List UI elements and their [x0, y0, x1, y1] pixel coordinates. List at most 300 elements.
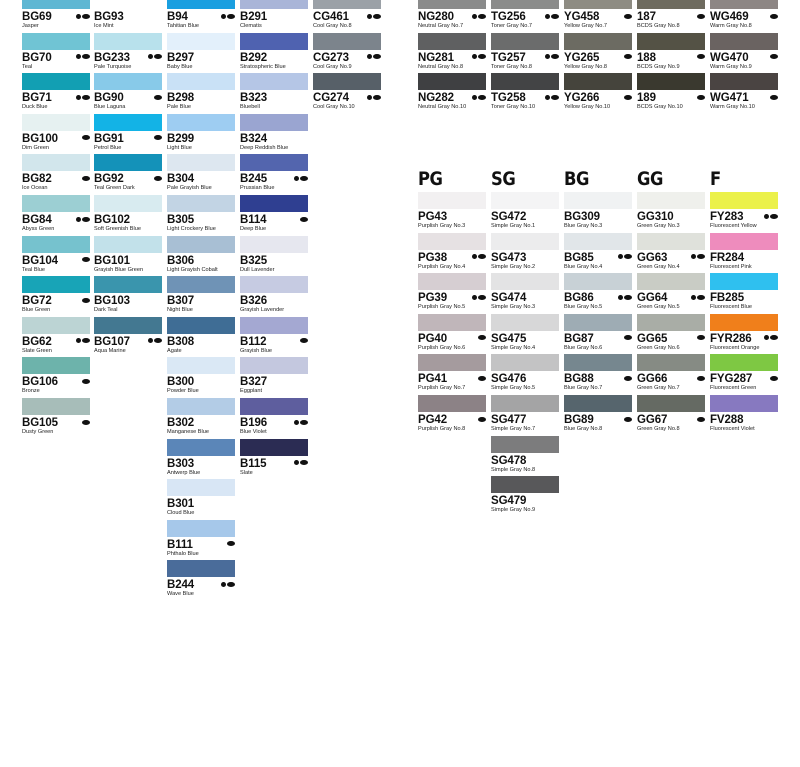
swatch-code: YG458	[564, 11, 600, 23]
swatch-cell	[22, 236, 90, 276]
fine-nib-icon	[221, 582, 226, 587]
color-swatch	[313, 0, 381, 9]
fine-nib-icon	[618, 254, 623, 259]
brush-nib-icon	[82, 338, 90, 343]
swatch-cell	[491, 314, 559, 354]
swatch-cell	[564, 354, 632, 394]
nib-icons	[472, 294, 486, 300]
color-swatch	[637, 273, 705, 290]
swatch-cell	[418, 192, 486, 232]
swatch-name: Toner Gray No.8	[491, 63, 533, 70]
swatch-code: BG90	[94, 92, 124, 105]
brush-nib-icon	[154, 338, 162, 343]
fine-nib-icon	[148, 338, 153, 343]
swatch-cell	[710, 314, 778, 354]
color-swatch	[240, 276, 308, 293]
swatch-name: Fluorescent Violet	[710, 426, 755, 432]
swatch-cell	[22, 0, 90, 32]
color-swatch	[564, 192, 632, 209]
swatch-code: B302	[167, 417, 195, 429]
swatch-cell	[94, 195, 162, 235]
swatch-cell	[313, 0, 381, 32]
brush-nib-icon	[154, 95, 162, 100]
swatch-cell	[491, 73, 559, 113]
fine-nib-icon	[472, 95, 477, 100]
nib-icons	[770, 375, 778, 381]
swatch-code: BG101	[94, 254, 130, 267]
color-swatch	[710, 33, 778, 50]
swatch-name: Teal Green Dark	[94, 185, 135, 192]
brush-nib-icon	[300, 176, 308, 181]
header-bg: BG	[564, 168, 590, 190]
fine-nib-icon	[545, 95, 550, 100]
swatch-name: Simple Gray No.3	[491, 304, 536, 311]
swatch-name: Stratospheric Blue	[240, 63, 286, 70]
swatch-code: B291	[240, 11, 268, 23]
swatch-name: Cool Gray No.9	[313, 63, 352, 70]
brush-nib-icon	[770, 376, 778, 381]
swatch-cell	[240, 236, 308, 276]
color-swatch	[710, 354, 778, 371]
brush-nib-icon	[82, 217, 90, 222]
swatch-name: Toner Gray No.10	[491, 104, 536, 111]
nib-icons	[82, 257, 90, 263]
fine-nib-icon	[367, 14, 372, 19]
swatch-code: TG257	[491, 51, 526, 64]
swatch-name: Neutral Gray No.10	[418, 104, 467, 111]
color-swatch	[240, 317, 308, 334]
swatch-cell	[564, 33, 632, 73]
swatch-code: B245	[240, 173, 268, 186]
color-swatch	[22, 398, 90, 415]
swatch-code: B304	[167, 173, 195, 186]
swatch-code: FY283	[710, 211, 744, 223]
color-swatch	[167, 479, 235, 496]
swatch-name: Dull Lavender	[240, 266, 275, 273]
swatch-code: SG476	[491, 373, 527, 386]
swatch-name: Cloud Blue	[167, 510, 195, 517]
color-swatch	[240, 33, 308, 50]
swatch-code: B297	[167, 51, 195, 64]
swatch-name: Wave Blue	[167, 591, 194, 598]
swatch-code: GG64	[637, 292, 668, 305]
swatch-code: BG82	[22, 173, 52, 186]
swatch-name: Blue Violet	[240, 429, 267, 435]
swatch-cell	[313, 73, 381, 113]
swatch-name: Blue Gray No.5	[564, 304, 603, 311]
nib-icons	[697, 416, 705, 422]
brush-nib-icon	[478, 14, 486, 19]
swatch-name: Pale Grayish Blue	[167, 185, 212, 192]
brush-nib-icon	[227, 582, 235, 587]
color-swatch	[564, 33, 632, 50]
nib-icons	[472, 13, 486, 19]
swatch-code: 187	[637, 11, 656, 23]
fine-nib-icon	[472, 14, 477, 19]
color-swatch	[167, 195, 235, 212]
nib-icons	[154, 94, 162, 100]
nib-icons	[478, 335, 486, 341]
fine-nib-icon	[294, 460, 299, 465]
swatch-name: Blue Gray No.4	[564, 263, 603, 270]
swatch-cell	[491, 192, 559, 232]
brush-nib-icon	[300, 338, 308, 343]
swatch-name: Soft Greenish Blue	[94, 226, 141, 232]
swatch-name: Green Gray No.4	[637, 263, 680, 270]
brush-nib-icon	[373, 54, 381, 59]
swatch-cell	[167, 33, 235, 73]
nib-icons	[691, 294, 705, 300]
color-swatch	[637, 395, 705, 412]
swatch-code: PG39	[418, 292, 448, 305]
color-swatch	[637, 314, 705, 331]
nib-icons	[697, 94, 705, 100]
nib-icons	[294, 419, 308, 425]
color-swatch	[637, 73, 705, 90]
swatch-name: Pale Turquoise	[94, 63, 132, 70]
color-swatch	[491, 273, 559, 290]
brush-nib-icon	[624, 54, 632, 59]
color-swatch	[491, 192, 559, 209]
swatch-code: SG479	[491, 495, 527, 508]
swatch-name: Simple Gray No.5	[491, 385, 536, 392]
brush-nib-icon	[697, 95, 705, 100]
swatch-cell	[167, 317, 235, 357]
swatch-name: Green Gray No.5	[637, 304, 680, 311]
nib-icons	[82, 297, 90, 303]
fine-nib-icon	[221, 14, 226, 19]
swatch-cell	[710, 395, 778, 435]
swatch-name: Aqua Marine	[94, 347, 126, 354]
swatch-name: Yellow Gray No.7	[564, 23, 608, 29]
nib-icons	[227, 541, 235, 547]
color-swatch	[710, 73, 778, 90]
color-swatch	[637, 33, 705, 50]
fine-nib-icon	[764, 214, 769, 219]
nib-icons	[624, 94, 632, 100]
swatch-cell	[418, 233, 486, 273]
color-swatch	[167, 317, 235, 334]
color-swatch	[418, 273, 486, 290]
color-swatch	[491, 33, 559, 50]
swatch-name: Neutral Gray No.8	[418, 63, 464, 70]
swatch-code: B94	[167, 11, 188, 23]
color-swatch	[564, 354, 632, 371]
swatch-cell	[167, 398, 235, 438]
swatch-name: Cool Gray No.10	[313, 104, 355, 111]
swatch-cell	[167, 439, 235, 479]
swatch-code: 189	[637, 92, 656, 105]
brush-nib-icon	[624, 254, 632, 259]
swatch-name: Simple Gray No.9	[491, 507, 536, 514]
nib-icons	[76, 216, 90, 222]
color-swatch	[710, 273, 778, 290]
swatch-cell	[564, 314, 632, 354]
swatch-name: Phthalo Blue	[167, 550, 199, 557]
color-swatch	[167, 0, 235, 9]
swatch-cell	[167, 520, 235, 560]
color-swatch	[240, 357, 308, 374]
swatch-code: BG92	[94, 173, 124, 186]
fine-nib-icon	[545, 54, 550, 59]
fine-nib-icon	[148, 54, 153, 59]
color-swatch	[418, 395, 486, 412]
color-swatch	[94, 195, 162, 212]
swatch-code: BG91	[94, 132, 124, 145]
nib-icons	[545, 54, 559, 60]
swatch-name: Purplish Gray No.7	[418, 385, 466, 392]
color-swatch	[564, 0, 632, 9]
swatch-cell	[418, 273, 486, 313]
color-swatch	[22, 357, 90, 374]
nib-icons	[697, 335, 705, 341]
swatch-cell	[22, 398, 90, 438]
swatch-code: B301	[167, 498, 195, 511]
swatch-code: B306	[167, 254, 195, 267]
fine-nib-icon	[294, 420, 299, 425]
nib-icons	[764, 335, 778, 341]
swatch-code: PG42	[418, 414, 448, 426]
fine-nib-icon	[691, 295, 696, 300]
swatch-name: Teal	[22, 63, 33, 70]
swatch-cell	[710, 233, 778, 273]
color-swatch	[491, 314, 559, 331]
swatch-code: WG469	[710, 11, 749, 23]
swatch-cell	[418, 395, 486, 435]
color-swatch	[167, 560, 235, 577]
header-gg: GG	[637, 168, 663, 190]
swatch-name: Clematis	[240, 23, 262, 29]
brush-nib-icon	[770, 214, 778, 219]
swatch-cell	[710, 73, 778, 113]
swatch-cell	[491, 476, 559, 516]
nib-icons	[148, 338, 162, 344]
swatch-cell	[240, 398, 308, 438]
nib-icons	[691, 254, 705, 260]
swatch-cell	[418, 33, 486, 73]
swatch-code: FYG287	[710, 373, 753, 386]
nib-icons	[478, 416, 486, 422]
swatch-name: Petrol Blue	[94, 144, 122, 151]
brush-nib-icon	[478, 417, 486, 422]
color-swatch	[240, 236, 308, 253]
nib-icons	[76, 54, 90, 60]
nib-icons	[221, 581, 235, 587]
swatch-name: Fluorescent Yellow	[710, 223, 757, 229]
fine-nib-icon	[76, 217, 81, 222]
brush-nib-icon	[82, 257, 90, 262]
brush-nib-icon	[624, 295, 632, 300]
nib-icons	[478, 375, 486, 381]
fine-nib-icon	[76, 338, 81, 343]
nib-icons	[294, 175, 308, 181]
swatch-code: FYR286	[710, 332, 752, 345]
swatch-code: BG88	[564, 373, 594, 386]
swatch-cell	[94, 276, 162, 316]
color-swatch	[167, 73, 235, 90]
swatch-cell	[564, 0, 632, 32]
swatch-code: SG474	[491, 292, 527, 305]
brush-nib-icon	[300, 420, 308, 425]
fine-nib-icon	[472, 254, 477, 259]
color-swatch	[167, 520, 235, 537]
nib-icons	[618, 254, 632, 260]
swatch-code: B307	[167, 295, 195, 308]
swatch-code: CG273	[313, 51, 349, 64]
swatch-name: Abyss Green	[22, 226, 55, 232]
color-swatch	[22, 0, 90, 9]
swatch-cell	[22, 317, 90, 357]
swatch-name: Blue Gray No.7	[564, 385, 603, 392]
fine-nib-icon	[294, 176, 299, 181]
color-swatch	[313, 73, 381, 90]
swatch-code: B112	[240, 335, 267, 348]
swatch-cell	[637, 314, 705, 354]
swatch-name: Manganese Blue	[167, 429, 209, 435]
swatch-cell	[167, 114, 235, 154]
color-swatch	[22, 195, 90, 212]
swatch-name: Simple Gray No.8	[491, 466, 536, 473]
brush-nib-icon	[770, 335, 778, 340]
color-swatch	[564, 73, 632, 90]
color-swatch	[94, 73, 162, 90]
swatch-name: Baby Blue	[167, 63, 193, 70]
nib-icons	[82, 378, 90, 384]
color-swatch	[94, 33, 162, 50]
swatch-name: Tahitian Blue	[167, 23, 200, 29]
swatch-cell	[564, 233, 632, 273]
swatch-code: YG265	[564, 51, 600, 64]
swatch-cell	[94, 317, 162, 357]
swatch-name: BCDS Gray No.9	[637, 63, 680, 70]
swatch-cell	[710, 192, 778, 232]
nib-icons	[770, 54, 778, 60]
swatch-code: B308	[167, 335, 195, 348]
swatch-cell	[22, 114, 90, 154]
swatch-name: Light Crockery Blue	[167, 226, 216, 232]
swatch-cell	[167, 236, 235, 276]
swatch-cell	[491, 273, 559, 313]
nib-icons	[82, 419, 90, 425]
fine-nib-icon	[691, 254, 696, 259]
swatch-cell	[564, 273, 632, 313]
brush-nib-icon	[82, 379, 90, 384]
brush-nib-icon	[300, 460, 308, 465]
swatch-name: Grayish Lavender	[240, 307, 285, 314]
color-swatch	[491, 0, 559, 9]
swatch-name: Duck Blue	[22, 104, 48, 111]
brush-nib-icon	[478, 54, 486, 59]
swatch-cell	[637, 233, 705, 273]
brush-nib-icon	[300, 217, 308, 222]
swatch-name: Prussian Blue	[240, 185, 275, 192]
swatch-cell	[710, 33, 778, 73]
brush-nib-icon	[770, 95, 778, 100]
color-swatch	[418, 73, 486, 90]
brush-nib-icon	[82, 95, 90, 100]
swatch-name: Teal Blue	[22, 266, 46, 273]
swatch-code: SG472	[491, 211, 527, 223]
swatch-name: Blue Gray No.3	[564, 223, 603, 229]
brush-nib-icon	[154, 54, 162, 59]
color-swatch	[637, 0, 705, 9]
swatch-name: Simple Gray No.1	[491, 223, 536, 229]
nib-icons	[154, 175, 162, 181]
brush-nib-icon	[82, 54, 90, 59]
swatch-cell	[637, 273, 705, 313]
swatch-code: WG470	[710, 51, 749, 64]
swatch-cell	[22, 195, 90, 235]
swatch-code: B324	[240, 132, 268, 145]
swatch-cell	[637, 73, 705, 113]
swatch-cell	[637, 354, 705, 394]
swatch-code: BG71	[22, 92, 52, 105]
color-swatch	[94, 154, 162, 171]
color-swatch	[167, 398, 235, 415]
swatch-name: Yellow Gray No.8	[564, 63, 608, 70]
swatch-name: BCDS Gray No.8	[637, 23, 680, 29]
swatch-code: GG67	[637, 414, 668, 426]
brush-nib-icon	[82, 135, 90, 140]
color-swatch	[418, 33, 486, 50]
color-swatch	[22, 236, 90, 253]
swatch-cell	[167, 276, 235, 316]
swatch-code: B298	[167, 92, 195, 105]
swatch-code: GG63	[637, 251, 668, 264]
swatch-name: Fluorescent Blue	[710, 304, 752, 311]
swatch-cell	[637, 33, 705, 73]
swatch-code: BG70	[22, 51, 52, 64]
swatch-cell	[240, 276, 308, 316]
swatch-code: B292	[240, 51, 268, 64]
color-swatch	[22, 114, 90, 131]
swatch-code: B300	[167, 376, 195, 389]
swatch-name: Dusty Green	[22, 429, 54, 435]
nib-icons	[545, 94, 559, 100]
swatch-name: Powder Blue	[167, 388, 199, 395]
swatch-name: Purplish Gray No.3	[418, 223, 466, 229]
swatch-name: Green Gray No.8	[637, 426, 680, 432]
nib-icons	[624, 13, 632, 19]
fine-nib-icon	[76, 54, 81, 59]
color-swatch	[637, 354, 705, 371]
color-swatch	[637, 233, 705, 250]
fine-nib-icon	[618, 295, 623, 300]
swatch-code: BG93	[94, 11, 124, 23]
color-swatch	[22, 73, 90, 90]
color-swatch	[564, 395, 632, 412]
color-swatch	[637, 192, 705, 209]
swatch-cell	[22, 357, 90, 397]
swatch-code: BG309	[564, 211, 600, 223]
nib-icons	[367, 94, 381, 100]
swatch-name: Cool Gray No.8	[313, 23, 352, 29]
swatch-name: Deep Blue	[240, 226, 267, 232]
swatch-code: SG475	[491, 332, 527, 345]
swatch-cell	[22, 276, 90, 316]
brush-nib-icon	[624, 335, 632, 340]
brush-nib-icon	[551, 54, 559, 59]
nib-icons	[545, 13, 559, 19]
color-swatch	[564, 233, 632, 250]
swatch-code: B305	[167, 214, 195, 226]
fine-nib-icon	[367, 95, 372, 100]
brush-nib-icon	[373, 95, 381, 100]
swatch-name: Purplish Gray No.8	[418, 426, 466, 432]
color-swatch	[491, 395, 559, 412]
swatch-code: BG233	[94, 51, 130, 64]
fine-nib-icon	[76, 14, 81, 19]
